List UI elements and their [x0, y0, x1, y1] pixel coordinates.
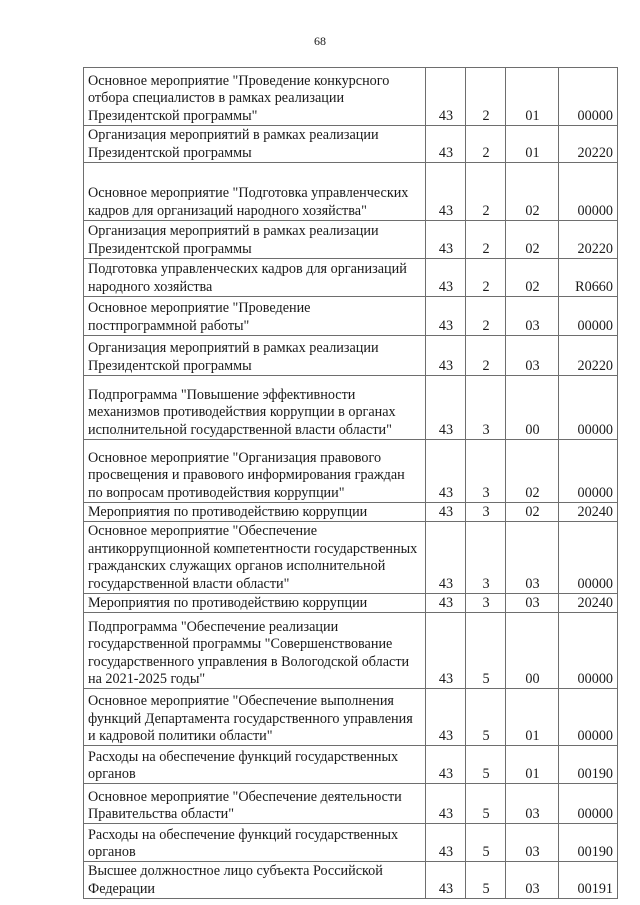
row-name-cell: Подпрограмма "Повышение эффективности механизмов противодействия коррупции в органах исполнительной государственной власти области"	[84, 376, 426, 440]
table-row	[84, 522, 618, 594]
code-activity-cell: 00	[506, 376, 559, 440]
table-row	[84, 376, 618, 440]
code-activity-cell: 02	[506, 503, 559, 522]
table-row	[84, 613, 618, 689]
code-direction-cell: 00000	[559, 440, 618, 503]
code-subprogram-cell: 5	[466, 862, 506, 899]
code-activity-cell: 03	[506, 824, 559, 862]
row-name-cell: Основное мероприятие "Обеспечение антикоррупционной компетентности государственных гражданских служащих органов исполнительной государственной власти области"	[84, 522, 426, 594]
code-direction-cell: 00190	[559, 746, 618, 784]
code-subprogram-cell: 2	[466, 221, 506, 259]
code-direction-cell: 00000	[559, 163, 618, 221]
code-subprogram-cell: 3	[466, 503, 506, 522]
row-name-cell: Расходы на обеспечение функций государственных органов	[84, 824, 426, 862]
table-row	[84, 221, 618, 259]
code-activity-cell: 01	[506, 68, 559, 126]
code-subprogram-cell: 5	[466, 689, 506, 746]
code-subprogram-cell: 3	[466, 376, 506, 440]
code-activity-cell: 01	[506, 746, 559, 784]
code-activity-cell: 01	[506, 126, 559, 163]
row-name-cell: Организация мероприятий в рамках реализации Президентской программы	[84, 336, 426, 376]
table-row	[84, 126, 618, 163]
code-activity-cell: 02	[506, 259, 559, 297]
code-activity-cell: 03	[506, 784, 559, 824]
table-row	[84, 163, 618, 221]
code-activity-cell: 03	[506, 862, 559, 899]
code-program-cell: 43	[426, 824, 466, 862]
table-row	[84, 784, 618, 824]
code-program-cell: 43	[426, 297, 466, 336]
code-program-cell: 43	[426, 746, 466, 784]
code-direction-cell: 20240	[559, 503, 618, 522]
table-row	[84, 689, 618, 746]
code-program-cell: 43	[426, 336, 466, 376]
budget-classification-table	[83, 67, 618, 899]
page-number: 68	[314, 34, 326, 48]
code-subprogram-cell: 2	[466, 297, 506, 336]
code-subprogram-cell: 5	[466, 613, 506, 689]
code-program-cell: 43	[426, 259, 466, 297]
table-row	[84, 503, 618, 522]
code-subprogram-cell: 5	[466, 746, 506, 784]
code-activity-cell: 02	[506, 221, 559, 259]
row-name-cell: Основное мероприятие "Обеспечение выполнения функций Департамента государственного управления и кадровой политики области"	[84, 689, 426, 746]
table-row	[84, 336, 618, 376]
code-program-cell: 43	[426, 163, 466, 221]
code-activity-cell: 03	[506, 522, 559, 594]
row-name-cell: Основное мероприятие "Обеспечение деятельности Правительства области"	[84, 784, 426, 824]
code-program-cell: 43	[426, 594, 466, 613]
code-activity-cell: 03	[506, 336, 559, 376]
code-direction-cell: 20220	[559, 336, 618, 376]
row-name-cell: Расходы на обеспечение функций государственных органов	[84, 746, 426, 784]
table-row	[84, 68, 618, 126]
code-program-cell: 43	[426, 126, 466, 163]
row-name-cell: Мероприятия по противодействию коррупции	[84, 503, 426, 522]
code-program-cell: 43	[426, 784, 466, 824]
code-activity-cell: 03	[506, 594, 559, 613]
code-activity-cell: 03	[506, 297, 559, 336]
row-name-cell: Подпрограмма "Обеспечение реализации государственной программы "Совершенствование государственного управления в Вологодской области на 2021-2025 годы"	[84, 613, 426, 689]
code-direction-cell: 20220	[559, 126, 618, 163]
code-subprogram-cell: 2	[466, 336, 506, 376]
row-name-cell: Высшее должностное лицо субъекта Российской Федерации	[84, 862, 426, 899]
code-subprogram-cell: 2	[466, 126, 506, 163]
row-name-cell: Организация мероприятий в рамках реализации Президентской программы	[84, 126, 426, 163]
table-row	[84, 440, 618, 503]
table-row	[84, 259, 618, 297]
code-activity-cell: 02	[506, 163, 559, 221]
code-program-cell: 43	[426, 862, 466, 899]
table-row	[84, 862, 618, 899]
code-direction-cell: 00000	[559, 784, 618, 824]
code-direction-cell: 00000	[559, 613, 618, 689]
code-program-cell: 43	[426, 68, 466, 126]
row-name-cell: Основное мероприятие "Проведение конкурсного отбора специалистов в рамках реализации Президентской программы"	[84, 68, 426, 126]
code-direction-cell: 00000	[559, 68, 618, 126]
code-subprogram-cell: 3	[466, 522, 506, 594]
code-direction-cell: 00000	[559, 522, 618, 594]
code-activity-cell: 00	[506, 613, 559, 689]
code-program-cell: 43	[426, 689, 466, 746]
code-direction-cell: 20220	[559, 221, 618, 259]
code-subprogram-cell: 2	[466, 259, 506, 297]
code-direction-cell: R0660	[559, 259, 618, 297]
code-program-cell: 43	[426, 440, 466, 503]
code-direction-cell: 00000	[559, 297, 618, 336]
row-name-cell: Организация мероприятий в рамках реализации Президентской программы	[84, 221, 426, 259]
code-subprogram-cell: 2	[466, 163, 506, 221]
table-row	[84, 824, 618, 862]
table-row	[84, 594, 618, 613]
code-direction-cell: 00000	[559, 376, 618, 440]
code-direction-cell: 00191	[559, 862, 618, 899]
row-name-cell: Подготовка управленческих кадров для организаций народного хозяйства	[84, 259, 426, 297]
code-activity-cell: 01	[506, 689, 559, 746]
table-row	[84, 297, 618, 336]
table-body	[84, 68, 618, 899]
code-direction-cell: 00000	[559, 689, 618, 746]
code-subprogram-cell: 5	[466, 824, 506, 862]
code-program-cell: 43	[426, 503, 466, 522]
code-subprogram-cell: 2	[466, 68, 506, 126]
code-subprogram-cell: 3	[466, 594, 506, 613]
code-direction-cell: 00190	[559, 824, 618, 862]
code-program-cell: 43	[426, 613, 466, 689]
row-name-cell: Основное мероприятие "Проведение постпрограммной работы"	[84, 297, 426, 336]
code-program-cell: 43	[426, 221, 466, 259]
code-program-cell: 43	[426, 522, 466, 594]
table-row	[84, 746, 618, 784]
code-subprogram-cell: 3	[466, 440, 506, 503]
code-activity-cell: 02	[506, 440, 559, 503]
code-subprogram-cell: 5	[466, 784, 506, 824]
code-direction-cell: 20240	[559, 594, 618, 613]
code-program-cell: 43	[426, 376, 466, 440]
row-name-cell: Мероприятия по противодействию коррупции	[84, 594, 426, 613]
row-name-cell: Основное мероприятие "Организация правового просвещения и правового информирования граждан по вопросам противодействия коррупции"	[84, 440, 426, 503]
row-name-cell: Основное мероприятие "Подготовка управленческих кадров для организаций народного хозяйства"	[84, 163, 426, 221]
